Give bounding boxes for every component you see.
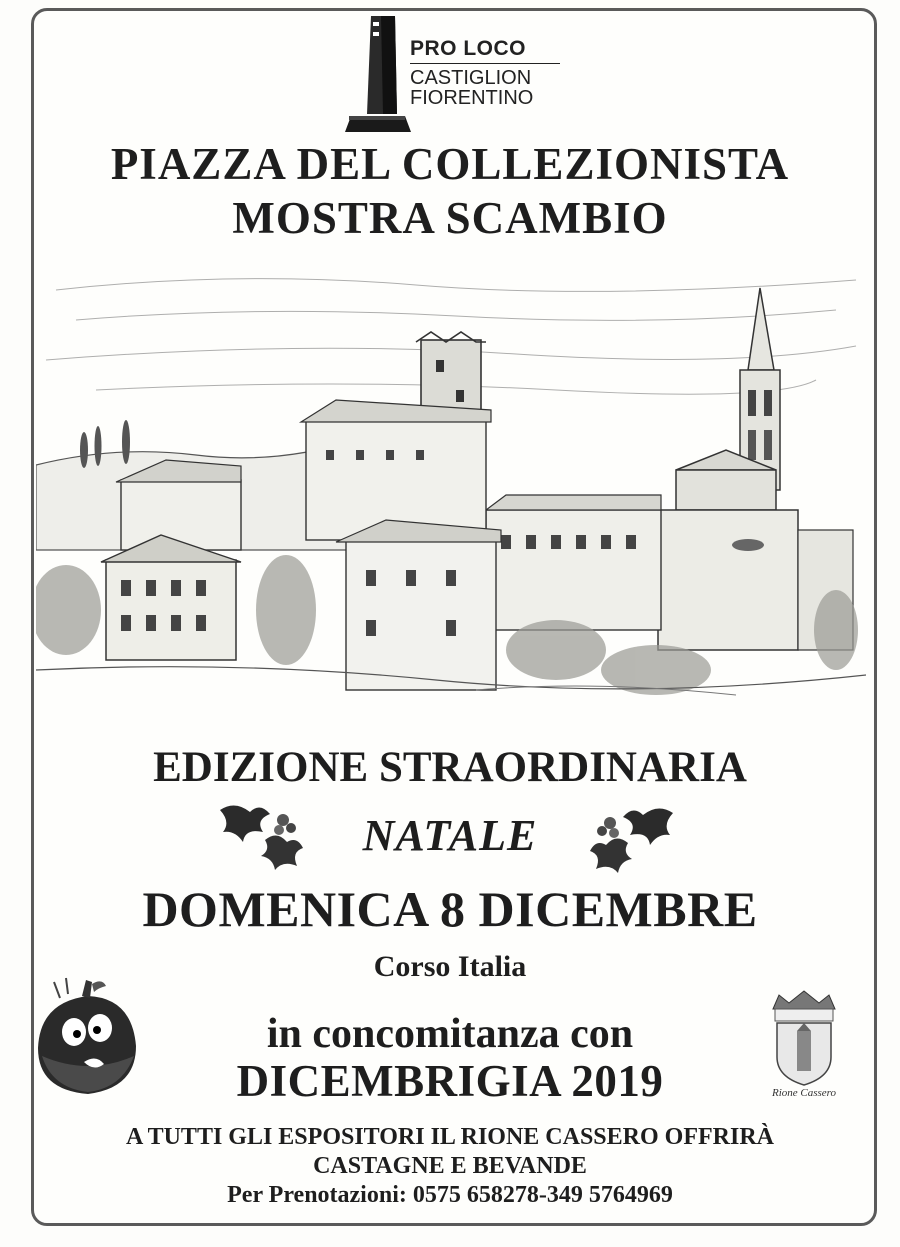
logo-text: [410, 38, 560, 109]
town-sketch-illustration: [36, 250, 866, 740]
rione-crest-icon: [763, 987, 845, 1087]
logo-town-line2: FIORENTINO: [410, 87, 534, 109]
rione-crest: [763, 987, 845, 1105]
holly-icon: [583, 793, 678, 873]
event-date: DOMENICA 8 DICEMBRE: [142, 881, 758, 937]
natale-subtitle: NATALE: [362, 811, 538, 860]
poster-subtitle: MOSTRA SCAMBIO: [232, 193, 668, 243]
logo-divider: [410, 63, 560, 64]
logo-title: PRO LOCO: [410, 37, 527, 60]
tower-logo-icon: [343, 14, 413, 136]
concurrent-event: DICEMBRIGIA 2019: [236, 1056, 664, 1106]
edition-heading: EDIZIONE STRAORDINARIA: [153, 744, 747, 791]
offer-line-2: CASTAGNE E BEVANDE: [313, 1153, 587, 1179]
concurrent-prefix: in concomitanza con: [266, 1011, 634, 1057]
offer-line-1: A TUTTI GLI ESPOSITORI IL RIONE CASSERO OFFRIRÀ: [126, 1124, 774, 1150]
pro-loco-logo: [343, 14, 573, 136]
logo-town-line1: CASTIGLION: [410, 67, 532, 89]
crest-label: Rione Cassero: [771, 1087, 837, 1099]
event-location: Corso Italia: [373, 950, 527, 983]
poster-title: PIAZZA DEL COLLEZIONISTA: [110, 139, 790, 189]
booking-phone: Per Prenotazioni: 0575 658278-349 5764969: [227, 1182, 673, 1208]
